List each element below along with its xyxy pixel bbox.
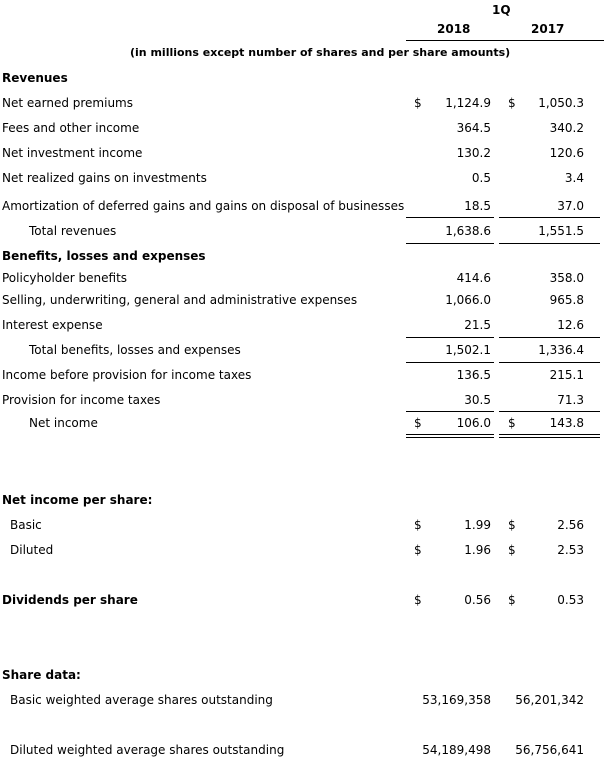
value-2018: 1,066.0 bbox=[445, 293, 491, 307]
units-note: (in millions except number of shares and per share amounts) bbox=[130, 46, 511, 59]
value-2018: 1,124.9 bbox=[445, 96, 491, 110]
column-header-2017: 2017 bbox=[531, 22, 565, 36]
value-2018: 1,638.6 bbox=[445, 224, 491, 238]
table-row bbox=[0, 199, 609, 219]
row-label: Total revenues bbox=[29, 224, 117, 238]
value-2018: 364.5 bbox=[456, 121, 491, 135]
table-row bbox=[0, 368, 609, 388]
table-row bbox=[0, 171, 609, 191]
net-income-row bbox=[0, 416, 609, 436]
value-2018: 136.5 bbox=[456, 368, 491, 382]
value-2017: 2.53 bbox=[557, 543, 584, 557]
subtotal-rule bbox=[406, 411, 494, 412]
total-rule bbox=[406, 362, 494, 363]
row-label: Fees and other income bbox=[2, 121, 140, 135]
row-label: Amortization of deferred gains and gains on disposal of businesses bbox=[2, 199, 405, 213]
value-2018: 1.96 bbox=[464, 543, 491, 557]
total-rule bbox=[406, 243, 494, 244]
value-2017: 56,201,342 bbox=[515, 693, 584, 707]
value-2017: 71.3 bbox=[557, 393, 584, 407]
row-label: Basic bbox=[10, 518, 42, 532]
value-2017: 215.1 bbox=[549, 368, 584, 382]
currency-symbol: $ bbox=[508, 543, 516, 557]
dividends-row bbox=[0, 593, 609, 613]
total-rule bbox=[499, 362, 600, 363]
value-2017: 56,756,641 bbox=[515, 743, 584, 757]
value-2017: 120.6 bbox=[549, 146, 584, 160]
row-label: Net realized gains on investments bbox=[2, 171, 207, 185]
currency-symbol: $ bbox=[414, 543, 422, 557]
value-2017: 143.8 bbox=[549, 416, 584, 430]
value-2017: 340.2 bbox=[549, 121, 584, 135]
value-2018: 1.99 bbox=[464, 518, 491, 532]
currency-symbol: $ bbox=[414, 593, 422, 607]
double-total-rule bbox=[499, 434, 600, 438]
table-row bbox=[0, 146, 609, 166]
currency-symbol: $ bbox=[414, 518, 422, 532]
section-title-shares: Share data: bbox=[2, 668, 81, 682]
table-row bbox=[0, 518, 609, 538]
value-2017: 12.6 bbox=[557, 318, 584, 332]
row-label: Net investment income bbox=[2, 146, 143, 160]
subtotal-rule bbox=[499, 411, 600, 412]
currency-symbol: $ bbox=[508, 518, 516, 532]
table-row bbox=[0, 293, 609, 313]
section-title-eps: Net income per share: bbox=[2, 493, 153, 507]
period-header: 1Q bbox=[492, 3, 511, 17]
row-label: Policyholder benefits bbox=[2, 271, 128, 285]
value-2018: 1,502.1 bbox=[445, 343, 491, 357]
subtotal-rule bbox=[406, 337, 494, 338]
total-rule bbox=[499, 243, 600, 244]
value-2017: 1,336.4 bbox=[538, 343, 584, 357]
row-label: Net earned premiums bbox=[2, 96, 133, 110]
value-2017: 358.0 bbox=[549, 271, 584, 285]
table-row bbox=[0, 693, 609, 713]
table-row bbox=[0, 271, 609, 291]
value-2017: 965.8 bbox=[549, 293, 584, 307]
row-label: Selling, underwriting, general and administrative expenses bbox=[2, 293, 358, 307]
value-2018: 21.5 bbox=[464, 318, 491, 332]
row-label: Interest expense bbox=[2, 318, 103, 332]
table-row bbox=[0, 96, 609, 116]
row-label: Provision for income taxes bbox=[2, 393, 161, 407]
row-label: Diluted bbox=[10, 543, 54, 557]
currency-symbol: $ bbox=[414, 416, 422, 430]
row-label: Income before provision for income taxes bbox=[2, 368, 252, 382]
value-2017: 0.53 bbox=[557, 593, 584, 607]
table-row bbox=[0, 121, 609, 141]
table-row bbox=[0, 318, 609, 338]
value-2017: 37.0 bbox=[557, 199, 584, 213]
value-2017: 1,551.5 bbox=[538, 224, 584, 238]
value-2018: 414.6 bbox=[456, 271, 491, 285]
value-2017: 1,050.3 bbox=[538, 96, 584, 110]
subtotal-rule bbox=[406, 217, 494, 218]
currency-symbol: $ bbox=[508, 593, 516, 607]
row-label: Diluted weighted average shares outstanding bbox=[10, 743, 285, 757]
value-2017: 2.56 bbox=[557, 518, 584, 532]
value-2018: 0.5 bbox=[471, 171, 491, 185]
row-label: Basic weighted average shares outstanding bbox=[10, 693, 273, 707]
subtotal-rule bbox=[499, 217, 600, 218]
row-label: Total benefits, losses and expenses bbox=[29, 343, 241, 357]
table-row bbox=[0, 543, 609, 563]
section-title-expenses: Benefits, losses and expenses bbox=[2, 249, 206, 263]
currency-symbol: $ bbox=[508, 416, 516, 430]
section-title-revenues: Revenues bbox=[2, 71, 68, 85]
value-2018: 18.5 bbox=[464, 199, 491, 213]
total-row bbox=[0, 343, 609, 363]
column-header-2018: 2018 bbox=[437, 22, 471, 36]
currency-symbol: $ bbox=[508, 96, 516, 110]
value-2017: 3.4 bbox=[564, 171, 584, 185]
value-2018: 0.56 bbox=[464, 593, 491, 607]
row-label: Dividends per share bbox=[2, 593, 138, 607]
row-label: Net income bbox=[29, 416, 98, 430]
total-row bbox=[0, 224, 609, 244]
value-2018: 54,189,498 bbox=[422, 743, 491, 757]
header-divider bbox=[406, 40, 604, 41]
value-2018: 130.2 bbox=[456, 146, 491, 160]
table-row bbox=[0, 393, 609, 413]
value-2018: 30.5 bbox=[464, 393, 491, 407]
table-row bbox=[0, 743, 609, 763]
value-2018: 53,169,358 bbox=[422, 693, 491, 707]
currency-symbol: $ bbox=[414, 96, 422, 110]
double-total-rule bbox=[406, 434, 494, 438]
subtotal-rule bbox=[499, 337, 600, 338]
value-2018: 106.0 bbox=[456, 416, 491, 430]
